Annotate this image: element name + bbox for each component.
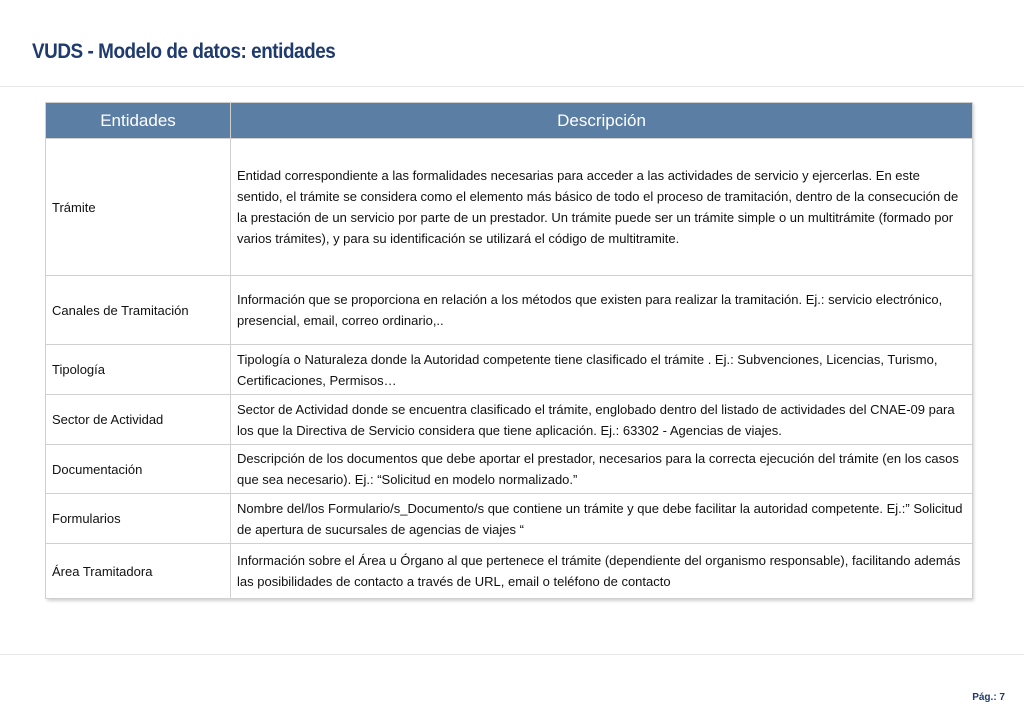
page-number: Pág.: 7	[972, 692, 1005, 703]
header-divider	[0, 86, 1024, 87]
description-cell: Información sobre el Área u Órgano al que pertenece el trámite (dependiente del organismo responsable), facilitando además las posibilidades de contacto a través de URL, email o teléfono de contacto	[231, 544, 973, 599]
column-header-descripcion: Descripción	[231, 103, 973, 139]
description-cell: Nombre del/los Formulario/s_Documento/s que contiene un trámite y que debe facilitar la autoridad competente. Ej.:” Solicitud de apertura de sucursales de agencias de viajes “	[231, 494, 973, 544]
description-cell: Sector de Actividad donde se encuentra clasificado el trámite, englobado dentro del listado de actividades del CNAE-09 para los que la Directiva de Servicio considera que tiene aplicación. Ej.: 63302 - Agencias de viajes.	[231, 395, 973, 445]
description-cell: Tipología o Naturaleza donde la Autoridad competente tiene clasificado el trámite . Ej.: Subvenciones, Licencias, Turismo, Certificaciones, Permisos…	[231, 345, 973, 395]
table-row	[46, 494, 973, 544]
entity-cell: Canales de Tramitación	[46, 276, 231, 345]
entity-cell: Área Tramitadora	[46, 544, 231, 599]
table-header-row	[46, 103, 973, 139]
entity-cell: Trámite	[46, 139, 231, 276]
entity-cell: Formularios	[46, 494, 231, 544]
footer-divider	[0, 654, 1024, 655]
slide-title: VUDS - Modelo de datos: entidades	[32, 40, 336, 63]
entity-cell: Documentación	[46, 445, 231, 494]
entities-table	[45, 102, 973, 599]
entity-cell: Sector de Actividad	[46, 395, 231, 445]
table-row	[46, 345, 973, 395]
table-row	[46, 445, 973, 494]
description-cell: Información que se proporciona en relación a los métodos que existen para realizar la tramitación. Ej.: servicio electrónico, presencial, email, correo ordinario,..	[231, 276, 973, 345]
column-header-entidades: Entidades	[46, 103, 231, 139]
entity-cell: Tipología	[46, 345, 231, 395]
entities-table-container	[45, 102, 972, 599]
table-row	[46, 139, 973, 276]
table-row	[46, 276, 973, 345]
description-cell: Entidad correspondiente a las formalidades necesarias para acceder a las actividades de servicio y ejercerlas. En este sentido, el trámite se considera como el elemento más básico de todo el proceso de tramitación, dentro de la consecución de la prestación de un servicio por parte de un prestador. Un trámite puede ser un trámite simple o un multitrámite (formado por varios trámites), y para su identificación se utilizará el código de multitramite.	[231, 139, 973, 276]
table-row	[46, 544, 973, 599]
table-row	[46, 395, 973, 445]
description-cell: Descripción de los documentos que debe aportar el prestador, necesarios para la correcta ejecución del trámite (en los casos que sea necesario). Ej.: “Solicitud en modelo normalizado.”	[231, 445, 973, 494]
